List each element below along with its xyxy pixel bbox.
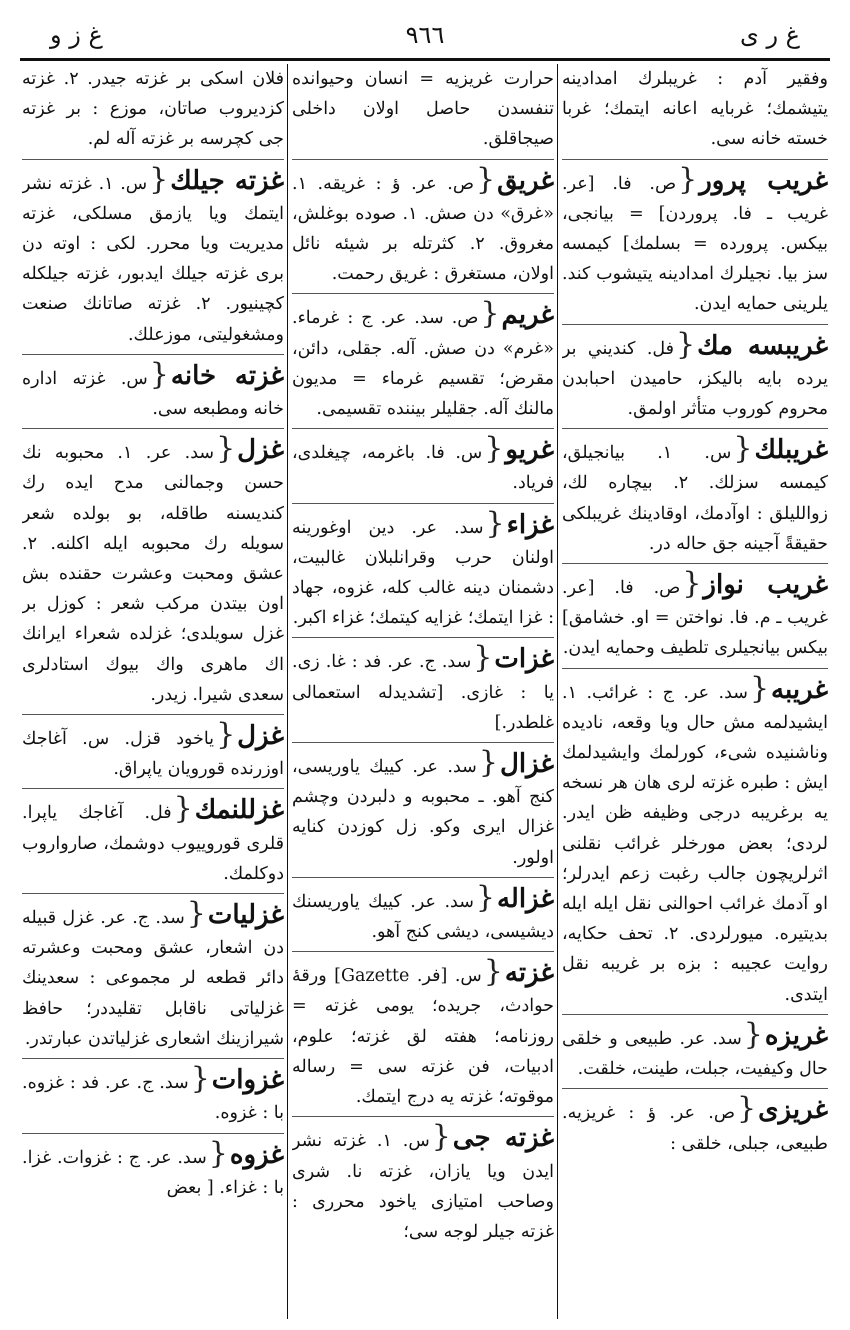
brace-icon: { xyxy=(678,161,698,197)
entry-text: س. [فر. Gazette] ورقهٔ حوادث، جريده؛ يومى غزته = روزنامه؛ هفته لق غزته؛ علوم، ادبيات، فن غزته سى = رساله موقوته؛ غزته يه درج ايتمك. xyxy=(292,966,554,1108)
entry-headword: غزوات xyxy=(211,1065,284,1096)
entry-headword: غزات xyxy=(494,644,554,675)
dictionary-entry xyxy=(22,161,284,355)
dictionary-entry xyxy=(292,505,554,639)
entry-headword: غريبه xyxy=(771,674,828,705)
dictionary-entry xyxy=(562,670,828,1015)
entry-text: فل. كنديني بر يرده بايه باليكز، حاميدن احبابدن محروم كوروب متأثر اولمق. xyxy=(562,338,828,420)
entry-text: ص. فا. [عر. غريب ـ م. فا. نواختن = او. خشامق] بيكس بيانجيلرى تلطيف وحمايه ايدن. xyxy=(562,578,828,659)
dictionary-entry xyxy=(292,745,554,878)
dictionary-entry xyxy=(562,326,828,430)
brace-icon: { xyxy=(483,954,503,990)
brace-icon: { xyxy=(485,505,505,541)
brace-icon: { xyxy=(149,356,169,392)
entry-headword: غريزه xyxy=(764,1020,828,1051)
brace-icon: { xyxy=(737,1091,757,1127)
entry-headword: غزاء xyxy=(506,509,554,540)
dictionary-entry xyxy=(562,1091,828,1160)
entry-text: سد. عر. ج : غرائب. ١. ايشيدلمه مش حال ويا وقعه، نادیده وناشنیده شیء، كورلمك وايشيدلمك ايش : طبره غزته لرى هان هر نسخه يه برغريبه درجى وظيفه ظن ايدر. لردى؛ بعض مورخلر غرائب نقلنى اثرلريچون جالب رغبت زعم ايدرلر؛ او آدمك غرائب احوالنى نقل ايله ايله بديتيره. ميورلردى. ٢. تحف حكايه، روايت عجيبه : بزه بر غريبه نقل ايتدى. xyxy=(562,682,828,1005)
entry-headword: غريبلك xyxy=(754,435,828,466)
dictionary-entry xyxy=(562,1016,828,1089)
entry-headword: غريم xyxy=(501,300,554,331)
brace-icon: { xyxy=(190,1061,210,1097)
entry-text: ياخود قزل. س. آغاجك اوزرنده قورويان ياپراق. xyxy=(22,729,284,780)
entry-headword: غزاله xyxy=(496,883,554,914)
entry-headword: غزليات xyxy=(207,900,284,931)
dictionary-entry xyxy=(292,1119,554,1249)
column-divider xyxy=(287,64,288,1319)
dictionary-entry xyxy=(22,1061,284,1133)
entry-headword: غريبسه مك xyxy=(697,330,828,361)
brace-icon: { xyxy=(743,1016,763,1052)
dictionary-entry xyxy=(22,717,284,789)
header-right-letters: غ ر ى xyxy=(740,21,800,49)
entry-headword: غزوه xyxy=(229,1139,284,1170)
entry-text: ص. عر. ؤ : غريقه. ١. «غرق» دن صش. ١. صوده بوغلش، مغروق. ٢. كثرتله بر شيئه نائل اولان، مستغرق : غريق رحمت. xyxy=(292,173,554,285)
entry-text: سد. عر. كييك ياوريسى، كنج آهو. ـ محبوبه و دلبردن وچشم غزال ايرى وكو. زل كوزدن كنايه اولور. xyxy=(292,757,554,868)
entry-headword: غريو xyxy=(505,435,554,466)
dictionary-entry xyxy=(292,879,554,952)
entry-headword: غريق xyxy=(497,165,554,196)
column-right xyxy=(562,64,828,1319)
entry-text: س. ١. غزته نشر ايتمك ويا يازمق مسلكى، غزته مديريت ويا محرر. لكى : اوته دن برى غزته جيلك ايدبور، غزته جيلكله كچينيور. ٢. غزته صاتانك صنعت ومشغوليتى، موزعلك. xyxy=(22,173,284,345)
dictionary-entry xyxy=(562,431,828,564)
entry-headword: غزللنمك xyxy=(194,795,284,826)
entry-text: وفقير آدم : غريبلرك امدادينه يتيشمك؛ غربايه اعانه ايتمك؛ غربا خسته خانه سى. xyxy=(562,69,828,150)
brace-icon: { xyxy=(476,161,496,197)
column-divider xyxy=(557,64,558,1319)
dictionary-entry xyxy=(22,896,284,1059)
brace-icon: { xyxy=(475,879,495,915)
dictionary-entry xyxy=(292,161,554,295)
entry-headword: غريزى xyxy=(758,1095,828,1126)
entry-text: س. غزته اداره خانه ومطبعه سى. xyxy=(22,368,284,420)
entry-text: ص. فا. [عر. غريب ـ فا. پروردن] = بيانجى، بيكس. پرورده = بسلمك] كيمسه سز بيا. نجيلرك امدادينه يتيشوب كند. يلرينى حمايه ايدن. xyxy=(562,173,828,315)
entry-text: س. ١. غزته نشر ايدن ويا يازان، غزته نا. شرى وصاحب امتيازى ياخود محررى : غزته جيلر لوجه سى؛ xyxy=(292,1131,554,1242)
entry-text: س. ١. بيانجيلق، كيمسه سزلك. ٢. بيچاره لك، زواللیلق : اوآدمك، اوقادينك غريبلكى حقيقةً آجينه جق حاله در. xyxy=(562,443,828,554)
brace-icon: { xyxy=(149,161,169,197)
entry-headword: غزال xyxy=(499,749,554,780)
brace-icon: { xyxy=(682,566,702,602)
brace-icon: { xyxy=(208,1135,228,1171)
entry-text: س. فا. باغرمه، چيغلدى، فرياد. xyxy=(292,443,554,494)
dictionary-entry xyxy=(292,954,554,1117)
page-number: ٩٦٦ xyxy=(405,21,445,49)
entry-text: سد. عر. طبيعى و خلقى حال وكيفيت، جبلت، طينت، خلقت. xyxy=(562,1028,828,1080)
entry-text: سد. ج. عر. فد : غا. زى. يا : غازى. [تشديدله استعمالى غلطدر.] xyxy=(292,652,554,733)
dictionary-entry xyxy=(562,566,828,669)
brace-icon: { xyxy=(186,896,206,932)
entry-text: حرارت غريزيه = انسان وحيوانده تنفسدن حاصل اولان داخلى صيجاقلق. xyxy=(292,69,554,150)
brace-icon: { xyxy=(484,431,504,467)
dictionary-entry xyxy=(22,356,284,429)
dictionary-entry xyxy=(292,64,554,160)
entry-headword: غريب نواز xyxy=(703,570,828,601)
entry-headword: غزل xyxy=(237,721,284,752)
dictionary-entry xyxy=(22,1135,284,1205)
dictionary-entry xyxy=(562,64,828,160)
brace-icon: { xyxy=(749,670,770,706)
brace-icon: { xyxy=(473,640,493,676)
entry-text: فل. آغاجك ياپرا. قلرى قوروييوب دوشمك، صارواروب دوكلمك. xyxy=(22,803,284,884)
brace-icon: { xyxy=(216,717,236,753)
entry-text: سد. ج. عر. فد : غزوه. با : غزوه. xyxy=(22,1073,284,1124)
brace-icon: { xyxy=(431,1119,451,1155)
header-rule xyxy=(20,58,830,61)
entry-headword: غريب پرور xyxy=(699,165,828,196)
column-middle xyxy=(292,64,554,1319)
entry-headword: غزته خانه xyxy=(170,360,284,391)
entry-headword: غزته جى xyxy=(452,1123,554,1154)
entry-headword: غزته xyxy=(504,958,554,989)
page-header xyxy=(20,18,830,58)
entry-text: فلان اسكى بر غزته جيدر. ٢. غزته كزديروب صاتان، موزع : بر غزته جى كچرسه بر غزته آله لم. xyxy=(22,69,284,150)
dictionary-entry xyxy=(22,791,284,894)
dictionary-entry xyxy=(292,431,554,503)
entry-text: ص. سد. عر. ج : غرماء. «غرم» دن صش. آله. جقلى، دائن، مقرض؛ تقسيم غرماء = مديون مالنك آله. جقليلر بيننده تقسيمى. xyxy=(292,308,554,420)
entry-headword: غزته جيلك xyxy=(170,165,284,196)
entry-text: سد. عر. دين اوغورينه اولنان حرب وقرانلبلان غالبيت، دشمنان دينه غالب كله، غزوه، جهاد : غزا ايتمك؛ غزايه كيتمك؛ غزاء اكبر. xyxy=(292,517,554,629)
dictionary-entry xyxy=(292,296,554,429)
dictionary-entry xyxy=(22,64,284,160)
entry-headword: غزل xyxy=(237,435,284,466)
brace-icon: { xyxy=(480,296,500,332)
brace-icon: { xyxy=(733,431,753,467)
brace-icon: { xyxy=(173,791,193,827)
entry-text: سد. ج. عر. غزل قبيله دن اشعار، عشق ومحبت وعشرته دائر قطعه لر مجموعى : سعدينك غزلياتى ناقابل تقليددر؛ حافظ شيرازينك اشعارى غزلياتدن عبارتدر. xyxy=(22,908,284,1049)
entry-text: سد. عر. ١. محبوبه نك حسن وجمالنى مدح ايده رك كنديسنه طاقله، بو بولده شعر سويله رك محبوبه ايله اكلنه. ٢. عشق ومحبت وعشرت حقنده بش اون بيتدن مركب شعر : كوزل بر غزل سويلدى؛ غزلده شعراء ايرانك اك ماهرى واك بيوك استادلرى سعدى شيرا. زيدر. xyxy=(22,443,284,705)
dictionary-entry xyxy=(562,161,828,325)
entry-text: ص. عر. ؤ : غريزيه. طبيعى، جبلى، خلقى : xyxy=(562,1103,828,1154)
brace-icon: { xyxy=(216,431,236,467)
brace-icon: { xyxy=(676,326,696,362)
dictionary-entry xyxy=(22,431,284,715)
column-left xyxy=(22,64,284,1319)
entry-text: سد. عر. ج : غزوات. غزا. با : غزاء. [ بعض xyxy=(22,1147,284,1198)
entry-text: سد. عر. كييك ياوريسنك ديشيسى، ديشى كنج آهو. xyxy=(292,891,554,943)
dictionary-entry xyxy=(292,640,554,743)
brace-icon: { xyxy=(478,745,498,781)
header-left-letters: غ ز و xyxy=(50,21,103,49)
